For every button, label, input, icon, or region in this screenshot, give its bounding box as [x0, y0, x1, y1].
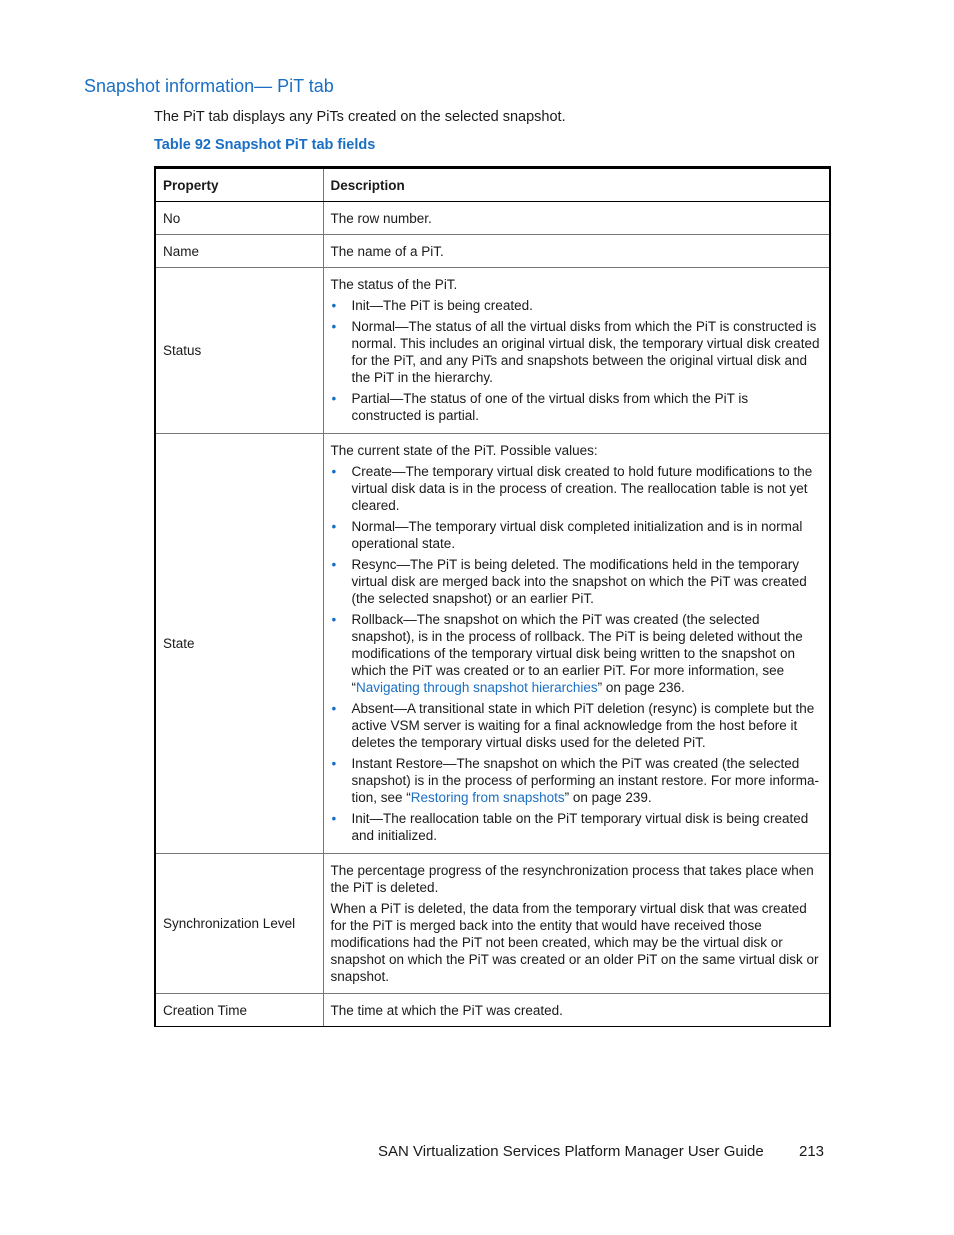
fields-table	[154, 166, 831, 1027]
state-intro: The current state of the PiT. Possible values:	[330, 443, 598, 458]
footer-title: SAN Virtualization Services Platform Manager User Guide	[378, 1143, 764, 1160]
intro-text: The PiT tab displays any PiTs created on the selected snapshot.	[154, 109, 566, 125]
list-item: • Init—The PiT is being created.	[331, 298, 533, 313]
link-restoring-from-snapshots[interactable]: Restoring from snapshots	[410, 790, 565, 805]
table-row	[155, 854, 830, 994]
property-cell: Name	[155, 235, 323, 268]
table-row	[155, 994, 830, 1027]
property-cell: Synchronization Level	[155, 854, 323, 994]
state-list	[331, 463, 822, 844]
list-item: • Create—The temporary virtual disk created to hold future modifications to the virtual disk data is in the process of creation. The reallocation table is not yet cleared.	[331, 464, 813, 513]
bullet-icon: •	[331, 464, 337, 479]
bullet-icon: •	[331, 298, 337, 313]
bullet-icon: •	[331, 756, 337, 771]
bullet-icon: •	[331, 557, 337, 572]
property-cell: No	[155, 202, 323, 235]
sync-paragraph: The percentage progress of the resynchronization process that takes place when the PiT is deleted.	[330, 863, 814, 895]
list-item: • Normal—The status of all the virtual disks from which the PiT is constructed is normal. This includes an original virtual disk, the temporary virtual disk created for the PiT, and any PiTs and snapshots between the original virtual disk and the PiT in the hierarchy.	[331, 319, 820, 385]
list-item: • Absent—A transitional state in which PiT deletion (resync) is complete but the active VSM server is waiting for a final acknowledge from the host before it deletes the temporary virtual disks used for the deleted PiT.	[331, 701, 815, 750]
list-item: • Rollback—The snapshot on which the PiT was created (the selected snapshot), is in the process of rollback. The PiT is being deleted without the modifications of the temporary virtual disk being written to the snapshot on which the PiT was created or to an earlier PiT. For more information, see “Navigating through snapshot hierarchies” on page 236.	[331, 612, 803, 695]
description-cell	[323, 434, 830, 854]
table-row	[155, 268, 830, 434]
description-cell: The row number.	[323, 202, 830, 235]
section-title: Snapshot information— PiT tab	[84, 76, 334, 96]
bullet-icon: •	[331, 701, 337, 716]
status-list	[331, 297, 822, 424]
description-cell: The time at which the PiT was created.	[323, 994, 830, 1027]
page-number: 213	[799, 1143, 825, 1160]
list-item: • Init—The reallocation table on the PiT temporary virtual disk is being created and initialized.	[331, 811, 809, 843]
bullet-icon: •	[331, 519, 337, 534]
link-navigating-snapshot-hierarchies[interactable]: Navigating through snapshot hierarchies	[356, 680, 598, 695]
bullet-icon: •	[331, 612, 337, 627]
bullet-icon: •	[331, 811, 337, 826]
bullet-icon: •	[331, 319, 337, 334]
property-cell: Status	[155, 268, 323, 434]
description-cell	[323, 268, 830, 434]
table-caption: Table 92 Snapshot PiT tab fields	[154, 137, 376, 153]
table-header-row	[155, 168, 830, 202]
list-item: • Instant Restore—The snapshot on which the PiT was created (the selected snapshot) is in the process of performing an instant restore. For more informa-tion, see “Restoring from snapshots” on page 239.	[331, 756, 819, 805]
header-property: Property	[155, 168, 323, 202]
header-description: Description	[323, 168, 830, 202]
list-item: • Normal—The temporary virtual disk completed initialization and is in normal operational state.	[331, 519, 803, 551]
table-row	[155, 235, 830, 268]
description-cell	[323, 854, 830, 994]
status-intro: The status of the PiT.	[330, 277, 458, 292]
table-row	[155, 202, 830, 235]
property-cell: Creation Time	[155, 994, 323, 1027]
bullet-icon: •	[331, 391, 337, 406]
description-cell: The name of a PiT.	[323, 235, 830, 268]
table-row	[155, 434, 830, 854]
property-cell: State	[155, 434, 323, 854]
list-item: • Partial—The status of one of the virtual disks from which the PiT is constructed is partial.	[331, 391, 749, 423]
sync-paragraph: When a PiT is deleted, the data from the temporary virtual disk that was created for the PiT is merged back into the entity that would have received those modifications had the PiT not been created, which may be the virtual disk or snapshot on which the PiT was created or an older PiT on the same virtual disk or snapshot.	[330, 901, 819, 984]
list-item: • Resync—The PiT is being deleted. The modifications held in the temporary virtual disk are merged back into the snapshot on which the PiT was created (the selected snapshot) or an earlier PiT.	[331, 557, 807, 606]
